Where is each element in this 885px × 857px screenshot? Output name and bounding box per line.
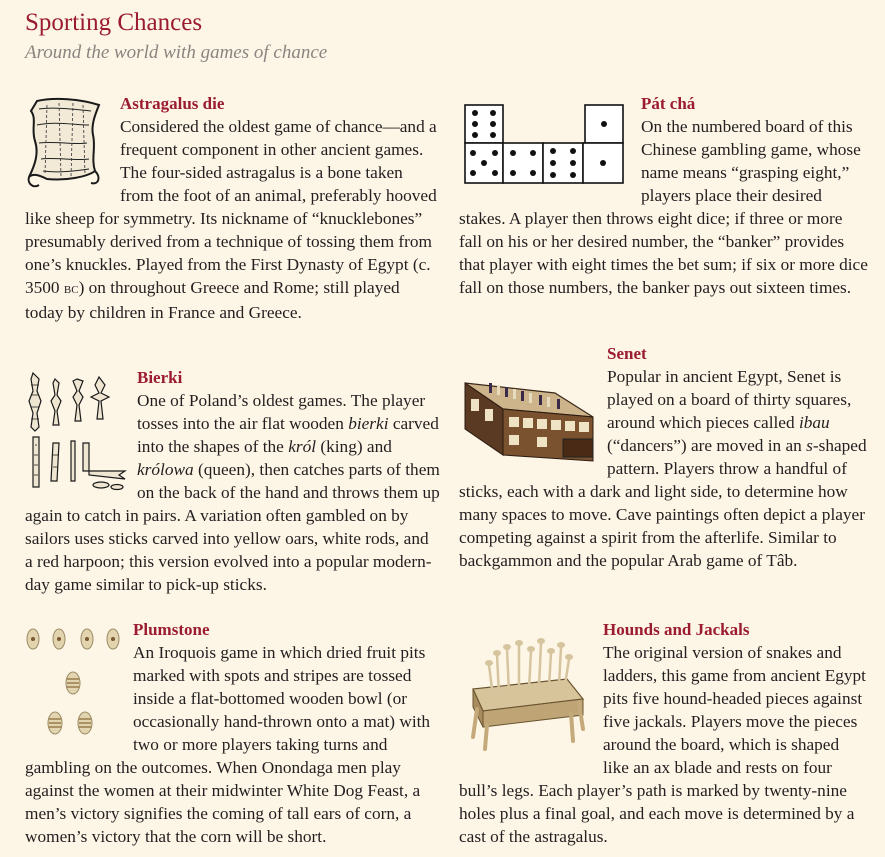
plumstone-pits-icon (25, 625, 133, 743)
entry-heading: Pát chá (641, 94, 696, 113)
entry-body: Popular in ancient Egypt, Senet is played on a board of thirty squares, around which pieces called ibau (“dancers”) are moved in an s-shaped pattern. Players throw a handful of sticks, each with a dark and light side, to determine how many spaces to move. Cave paintings often depict a player competing against a spirit from the afterlife. Similar to backgammon and the popular Arab game of Tâb. (459, 367, 867, 570)
entry-senet (459, 343, 869, 572)
entry-body: Considered the oldest game of chance—and a frequent component in other ancient games. The four-sided astragalus is a bone taken from the foot of an animal, preferably hooved like sheep for symmetry. Its nickname of “knucklebones” presumably derived from a technique of tossing them from one’s knuckles. Played from the First Dynasty of Egypt (c. 3500 bc) on throughout Greece and Rome; still played today by children in France and Greece. (25, 117, 437, 322)
entry-body: On the numbered board of this Chinese gambling game, whose name means “grasping eight,” players place their desired stakes. A player then throws eight dice; if three or more fall on his or her desired number, the “banker” provides that player with eight times the bet sum; if six or more dice fall on those numbers, the banker pays out sixteen times. (459, 117, 868, 297)
entry-body: The original version of snakes and ladders, this game from ancient Egypt pits five hound-headed pieces against five jackals. Players move the pieces around the board, which is shaped like an ax blade and rests on four bull’s legs. Each player’s path is marked by twenty-nine holes plus a final goal, and each move is determined by a cast of the astragalus. (459, 643, 866, 846)
senet-board-icon (459, 365, 607, 477)
hounds-jackals-table-icon (459, 625, 603, 763)
entry-hounds-and-jackals (459, 619, 869, 848)
entry-plumstone (25, 619, 440, 848)
entry-heading: Hounds and Jackals (603, 620, 750, 639)
page-subtitle: Around the world with games of chance (25, 42, 328, 63)
dice-board-icon (459, 103, 637, 193)
bierki-sticks-icon (25, 371, 135, 491)
astragalus-bone-icon (25, 95, 115, 192)
entry-body: One of Poland’s oldest games. The player tosses into the air flat wooden bierki carved into the shapes of the król (king) and królowa (queen), then catches parts of them on the back of the hand and throws them up again to catch in pairs. A variation often gambled on by sailors uses sticks carved into yellow oars, white rods, and a red harpoon; this version evolved into a popular modern-day game similar to pick-up sticks. (25, 391, 440, 594)
entry-bierki (25, 367, 440, 596)
entry-heading: Astragalus die (120, 94, 225, 113)
entry-heading: Senet (607, 344, 647, 363)
entry-astragalus-die (25, 93, 440, 324)
entry-heading: Bierki (137, 368, 183, 387)
entry-body: An Iroquois game in which dried fruit pits marked with spots and stripes are tossed inside a flat-bottomed wooden bowl (or occasionally hand-thrown onto a mat) with two or more players taking turns and gambling on the outcomes. When Onondaga men play against the women at their midwinter White Dog Feast, a men’s victory signifies the coming of tall ears of corn, a women’s victory that the corn will be short. (25, 643, 431, 846)
entry-heading: Plumstone (133, 620, 210, 639)
entry-pat-cha (459, 93, 869, 299)
page-title: Sporting Chances (25, 9, 203, 36)
